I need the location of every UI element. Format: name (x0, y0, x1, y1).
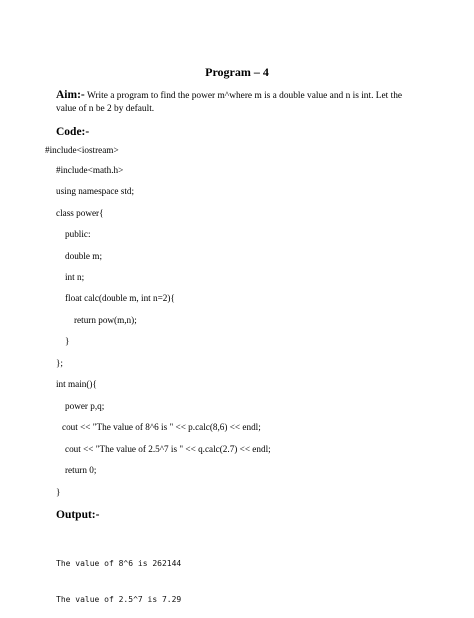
code-line: }; (56, 358, 63, 368)
code-line: public: (65, 229, 91, 239)
code-line: cout << "The value of 8^6 is " << p.calc(8,6) << endl; (62, 422, 261, 432)
code-line: power p,q; (65, 401, 105, 411)
code-line: int n; (65, 272, 85, 282)
code-line: class power{ (56, 208, 104, 218)
code-line: } (56, 487, 61, 497)
code-line: cout << "The value of 2.5^7 is " << q.calc(2.7) << endl; (65, 444, 271, 454)
output-label: Output:- (56, 509, 100, 521)
page-title: Program – 4 (205, 65, 269, 79)
aim-label: Aim:- (56, 89, 85, 101)
output-console (56, 534, 181, 618)
code-line: int main(){ (56, 379, 97, 389)
code-line: float calc(double m, int n=2){ (65, 293, 175, 303)
aim-paragraph (56, 89, 408, 116)
code-line: return 0; (65, 465, 97, 475)
aim-text: Write a program to find the power m^where m is a double value and n is int. Let the value of n be 2 by default. (56, 91, 403, 114)
code-label: Code:- (56, 126, 90, 138)
output-line: The value of 8^6 is 262144 (56, 559, 182, 568)
output-line: The value of 2.5^7 is 7.29 (56, 595, 182, 604)
code-line: using namespace std; (56, 186, 135, 196)
code-line: } (65, 336, 70, 346)
code-line: #include<math.h> (56, 165, 124, 175)
code-line: double m; (65, 251, 103, 261)
code-line: #include<iostream> (45, 145, 119, 155)
code-line: return pow(m,n); (74, 315, 137, 325)
